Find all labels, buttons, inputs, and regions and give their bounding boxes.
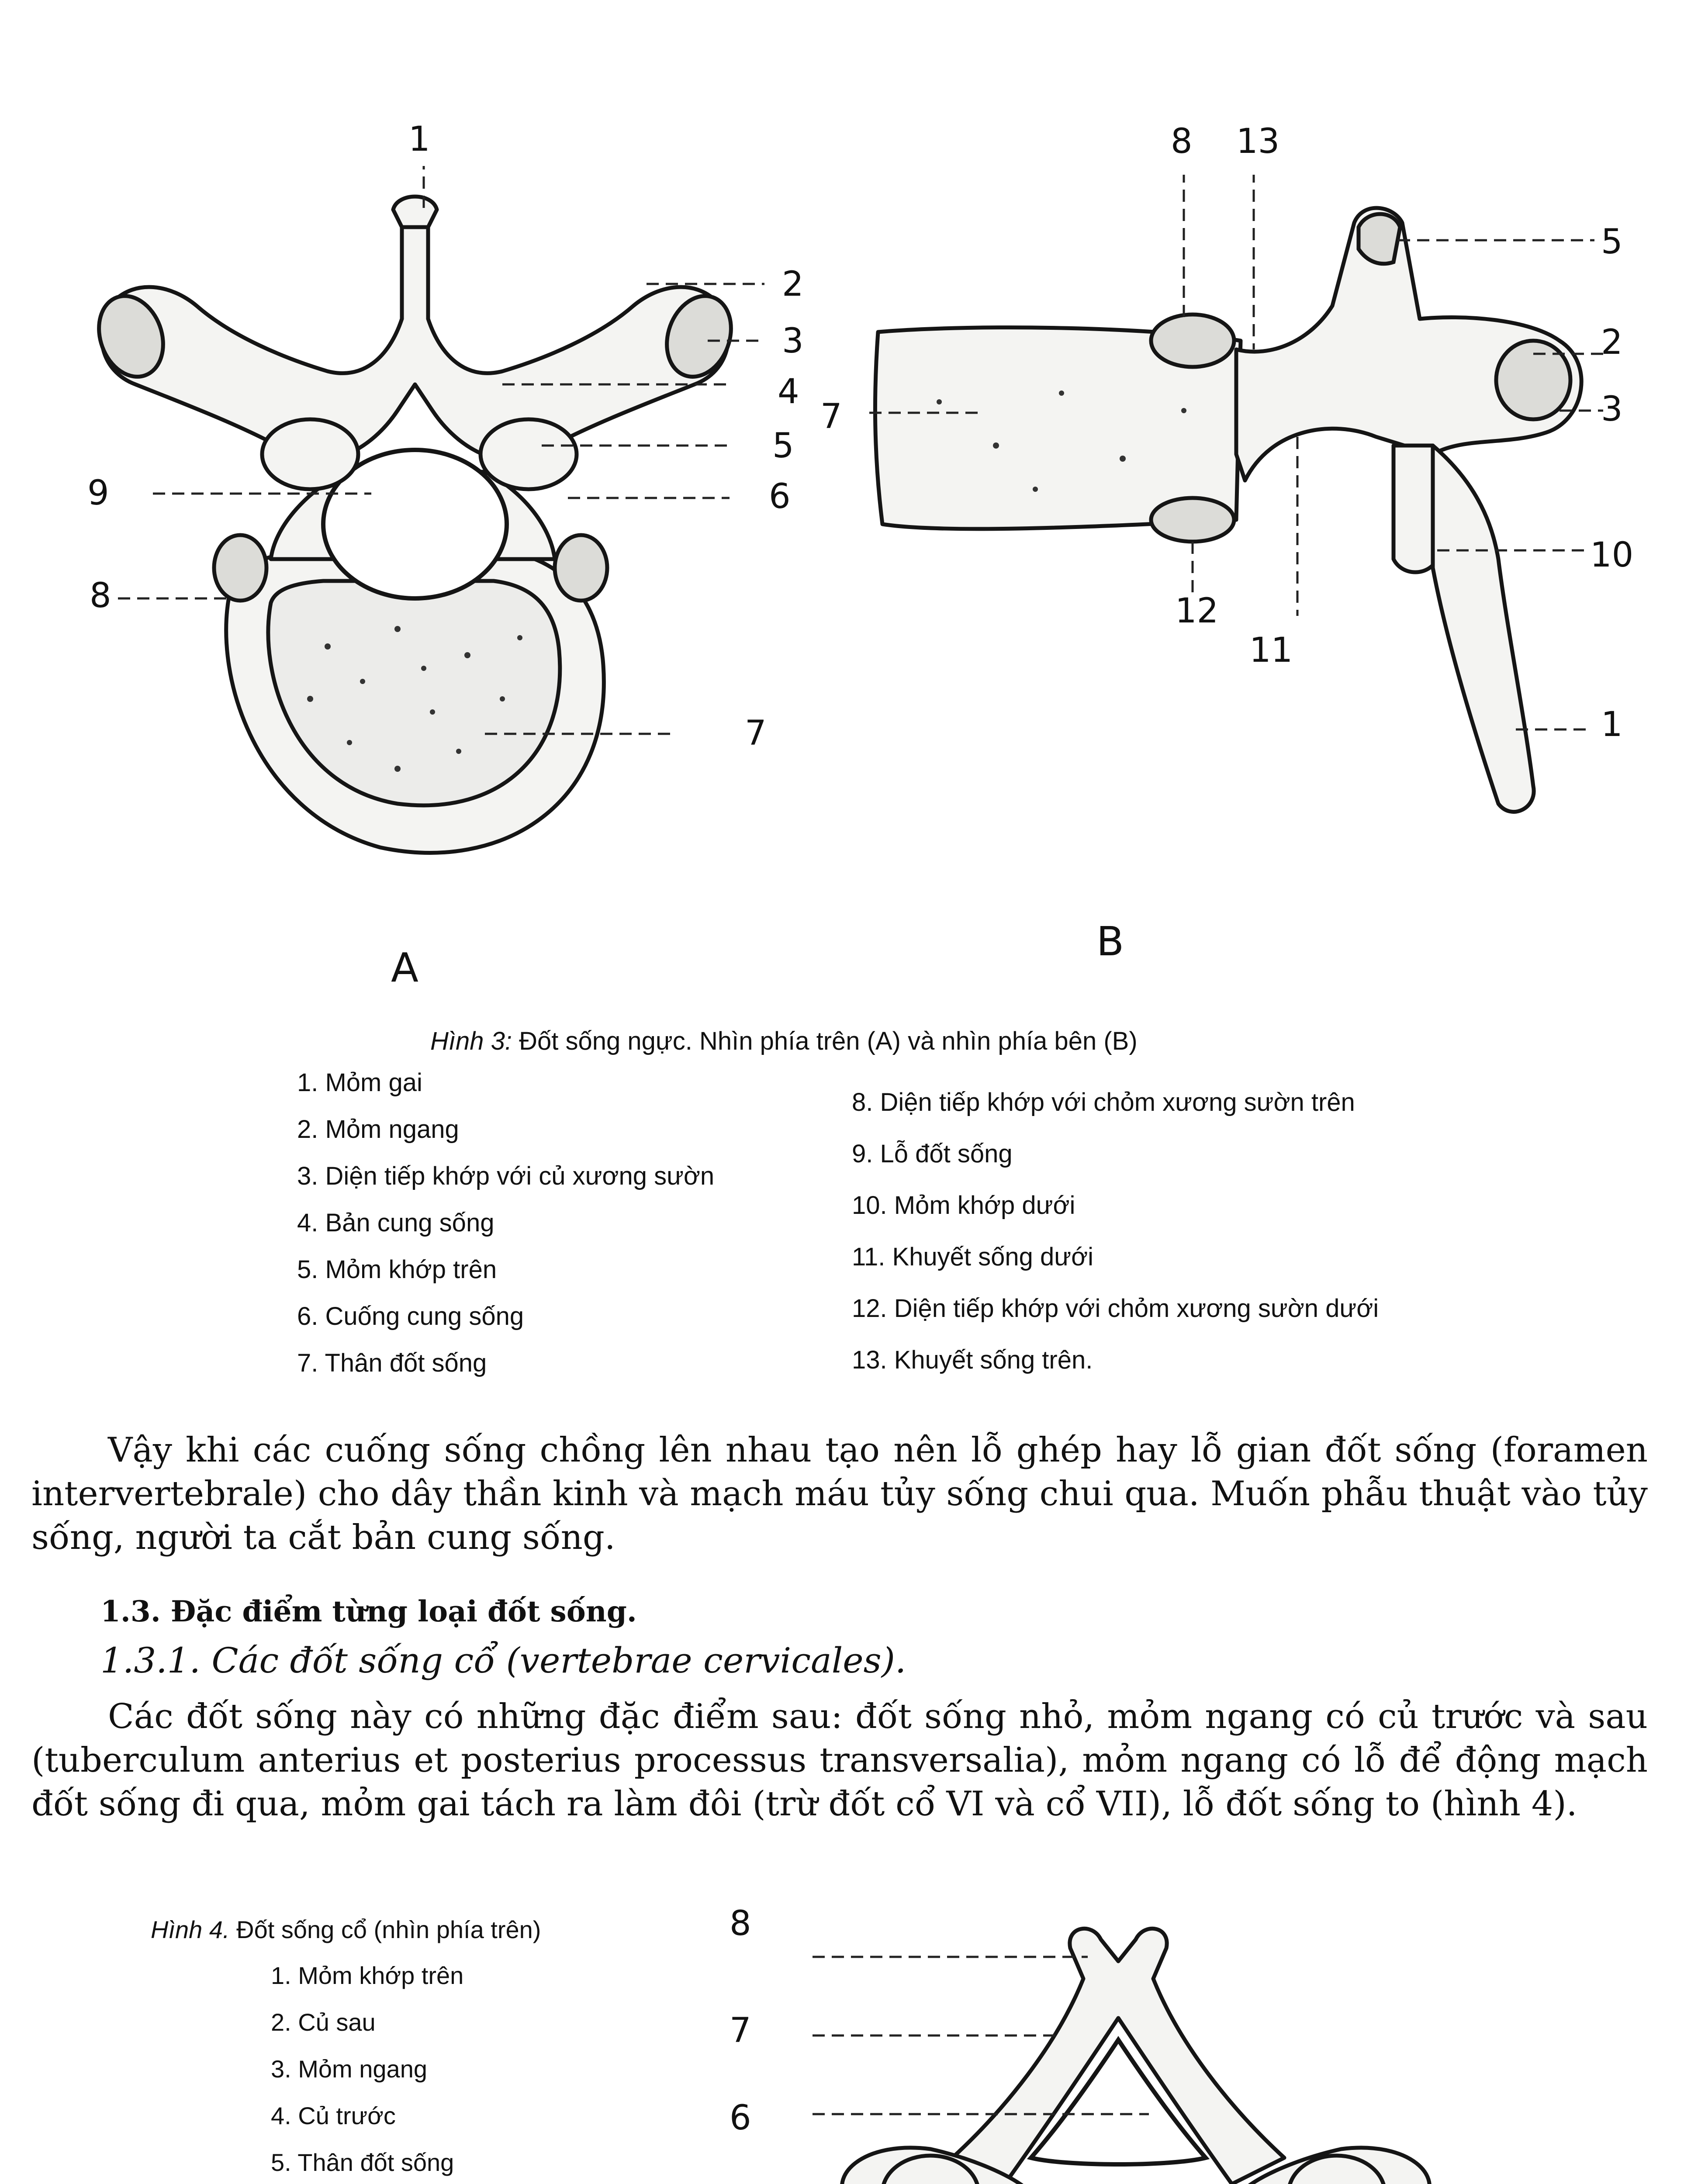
callout-3a-2: 2: [782, 265, 804, 304]
figure-4-cervical-vertebra-top-view: [786, 1913, 1485, 2184]
figure-4-caption-text: Đốt sống cổ (nhìn phía trên): [236, 1916, 541, 1943]
legend-item: 5. Thân đốt sống: [271, 2149, 454, 2176]
legend-item: 8. Diện tiếp khớp với chỏm xương sườn trên: [852, 1088, 1355, 1116]
legend-item: 10. Mỏm khớp dưới: [852, 1191, 1075, 1220]
callout-3b-12: 12: [1175, 591, 1219, 631]
legend-item: 1. Mỏm gai: [297, 1068, 422, 1097]
legend-item: 9. Lỗ đốt sống: [852, 1140, 1013, 1168]
paragraph-cervical-vertebrae: Các đốt sống này có những đặc điểm sau: đốt sống nhỏ, mỏm ngang có củ trước và sau (tuberculum anterius et posterius processus transversalia), mỏm ngang có lỗ để động mạch đốt sống đi qua, mỏm gai tách ra làm đôi (trừ đốt cổ VI và cổ VII), lỗ đốt sống to (hình 4).: [31, 1697, 1648, 1824]
callout-3a-1: 1: [408, 120, 430, 159]
figure-3a-thoracic-vertebra-top-view: [66, 166, 764, 909]
callout-3a-3: 3: [782, 321, 804, 361]
paragraph-foramen-intervertebrale: Vậy khi các cuống sống chồng lên nhau tạo nên lỗ ghép hay lỗ gian đốt sống (foramen intervertebrale) cho dây thần kinh và mạch máu tủy sống chui qua. Muốn phẫu thuật vào tủy sống, người ta cắt bản cung sống.: [31, 1431, 1648, 1557]
heading-1-3-1: 1.3.1. Các đốt sống cổ (vertebrae cervicales).: [100, 1640, 906, 1681]
callout-3b-10: 10: [1590, 536, 1634, 575]
legend-item: 4. Củ trước: [271, 2102, 396, 2129]
figure-3-caption-text: Đốt sống ngực. Nhìn phía trên (A) và nhìn phía bên (B): [519, 1027, 1138, 1055]
callout-3b-2: 2: [1601, 323, 1623, 362]
callout-3a-7: 7: [745, 714, 767, 753]
callout-3a-8: 8: [90, 576, 111, 615]
callout-4-6: 6: [730, 2098, 751, 2138]
callout-3b-11: 11: [1249, 631, 1293, 670]
legend-item: 6. Cuống cung sống: [297, 1302, 524, 1330]
callout-3a-4: 4: [778, 372, 799, 411]
callout-3b-5: 5: [1601, 222, 1623, 262]
legend-item: 5. Mỏm khớp trên: [297, 1255, 497, 1284]
figure-3a-drawing: [66, 166, 764, 909]
heading-1-3: 1.3. Đặc điểm từng loại đốt sống.: [100, 1594, 637, 1628]
figure-4-caption: [151, 1915, 541, 1944]
figure-4-caption-label: Hình 4.: [151, 1916, 230, 1943]
figure-3-legend-left: [297, 1068, 714, 1395]
callout-3b-3: 3: [1601, 390, 1623, 429]
callout-3b-8: 8: [1171, 122, 1193, 161]
figure-3-caption-label: Hình 3:: [430, 1027, 512, 1055]
callout-3a-6: 6: [769, 477, 791, 516]
legend-item: 2. Củ sau: [271, 2008, 376, 2036]
legend-item: 7. Thân đốt sống: [297, 1349, 487, 1377]
figure-3b-drawing: [852, 175, 1616, 917]
legend-item: 11. Khuyết sống dưới: [852, 1243, 1094, 1271]
legend-item: 3. Diện tiếp khớp với củ xương sườn: [297, 1162, 715, 1190]
legend-item: 13. Khuyết sống trên.: [852, 1346, 1093, 1374]
callout-3b-7: 7: [820, 397, 842, 436]
callout-3a-9: 9: [87, 473, 109, 513]
legend-item: 1. Mỏm khớp trên: [271, 1962, 464, 1989]
legend-item: 3. Mỏm ngang: [271, 2055, 427, 2083]
figure-3-panel-a-letter: A: [391, 944, 418, 991]
callout-3b-13: 13: [1236, 122, 1280, 161]
callout-4-8: 8: [730, 1904, 751, 1943]
callout-3a-5: 5: [772, 426, 794, 466]
figure-3-panel-b-letter: B: [1096, 918, 1124, 965]
callout-3b-1: 1: [1601, 705, 1623, 744]
figure-3b-thoracic-vertebra-lateral-view: [852, 175, 1616, 917]
callout-4-7: 7: [730, 2011, 751, 2050]
figure-4-legend: [271, 1961, 463, 2184]
legend-item: 12. Diện tiếp khớp với chỏm xương sườn dưới: [852, 1294, 1379, 1323]
figure-4-drawing: [786, 1913, 1485, 2184]
legend-item: 2. Mỏm ngang: [297, 1115, 459, 1144]
figure-3-caption: [430, 1026, 1138, 1056]
figure-3-legend-right: [852, 1088, 1379, 1397]
legend-item: 4. Bản cung sống: [297, 1209, 494, 1237]
